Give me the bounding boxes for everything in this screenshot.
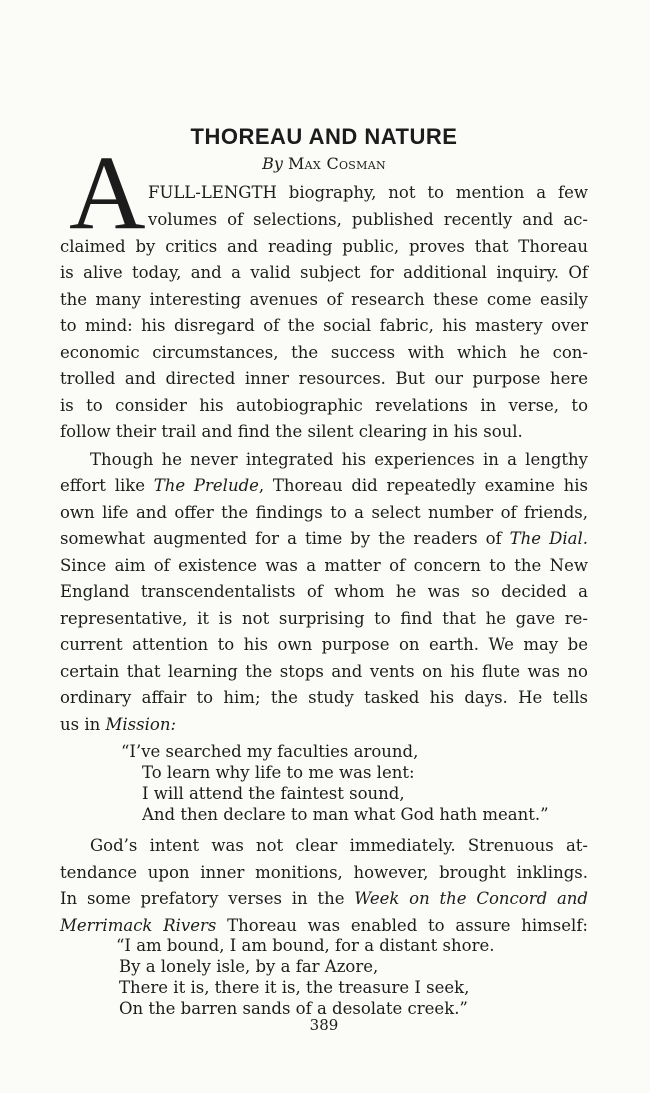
paragraph-1-line: volumes of selections, published recently and ac- [148,210,588,229]
work-title-prelude: The Prelude [153,476,259,495]
paragraph-1-line: claimed by critics and reading public, proves that Thoreau [60,237,588,256]
text-run: effort like [60,476,154,495]
work-title-mission: Mission: [105,715,177,734]
paragraph-2-line: ordinary affair to him; the study tasked his days. He tells [60,688,588,707]
paragraph-2-line: own life and offer the findings to a select number of friends, [60,503,588,522]
page-number: 389 [309,1016,339,1034]
text-run: somewhat augmented for a time by the readers of [60,529,510,548]
text-run: , Thoreau did repeatedly examine his [258,476,588,495]
drop-cap: A [69,134,146,251]
paragraph-1-line: to mind: his disregard of the social fabric, his mastery over [60,316,588,335]
author-name: Max Cosman [288,154,386,173]
paragraph-3-line: God’s intent was not clear immediately. Strenuous at- [90,836,588,855]
verse-1-line: I will attend the faintest sound, [142,784,405,803]
article-title: THOREAU AND NATURE [190,124,458,149]
paragraph-2-line: England transcendentalists of whom he was so decided a [60,582,588,601]
byline-prefix: By [262,154,283,173]
text-run: In some prefatory verses in the [60,889,355,908]
paragraph-2-line: representative, it is not surprising to find that he gave re- [60,609,588,628]
paragraph-2-line [60,473,588,499]
work-title-rivers: Merrimack Rivers [60,916,217,935]
verse-2-line: On the barren sands of a desolate creek.” [119,999,468,1018]
paragraph-1-line: economic circumstances, the success with which he con- [60,343,588,362]
paragraph-1-line: trolled and directed inner resources. But our purpose here [60,369,588,388]
paragraph-2-line: Though he never integrated his experiences in a lengthy [90,450,588,469]
paragraph-3-line: tendance upon inner monitions, however, brought inklings. [60,863,588,882]
paragraph-3-line [60,886,588,912]
work-title-dial: The Dial. [509,529,588,548]
paragraph-1-line: follow their trail and find the silent clearing in his soul. [60,422,523,441]
verse-2-line: “I am bound, I am bound, for a distant shore. [116,936,495,955]
verse-2-line: By a lonely isle, by a far Azore, [119,957,379,976]
paragraph-2-line: Since aim of existence was a matter of concern to the New [60,556,588,575]
paragraph-1-line: is to consider his autobiographic revelations in verse, to [60,396,588,415]
paragraph-1-line: is alive today, and a valid subject for additional inquiry. Of [60,263,588,282]
verse-1-line: To learn why life to me was lent: [142,763,415,782]
verse-1-line: And then declare to man what God hath meant.” [142,805,549,824]
work-title-week: Week on the Concord and [354,889,588,908]
paragraph-2-line [60,526,588,552]
paragraph-2-line [60,712,588,738]
text-run: us in [60,715,106,734]
verse-1-line: “I’ve searched my faculties around, [121,742,419,761]
paragraph-2-line: certain that learning the stops and vents on his flute was no [60,662,588,681]
paragraph-1-line: FULL-LENGTH biography, not to mention a few [148,183,588,202]
verse-2-line: There it is, there it is, the treasure I seek, [119,978,470,997]
text-run: Thoreau was enabled to assure himself: [216,916,588,935]
paragraph-2-line: current attention to his own purpose on earth. We may be [60,635,588,654]
paragraph-1-line: the many interesting avenues of research these come easily [60,290,588,309]
